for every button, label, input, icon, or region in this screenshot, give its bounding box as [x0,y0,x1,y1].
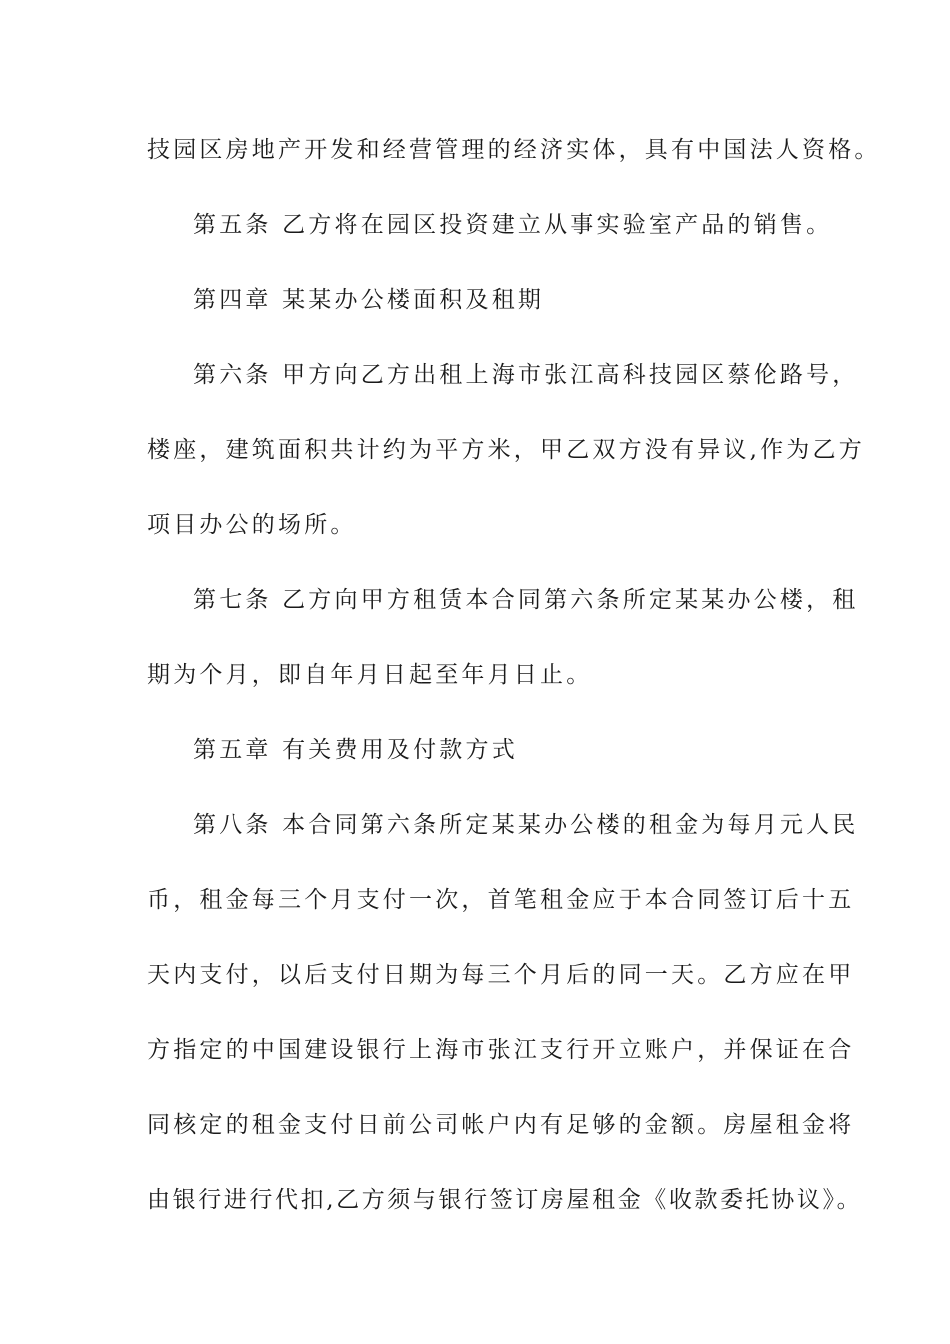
chapter-4-heading: 第四章 某某办公楼面积及租期 [193,287,545,313]
paragraph-line: 同核定的租金支付日前公司帐户内有足够的金额。房屋租金将 [147,1112,855,1138]
article-6-line: 第六条 甲方向乙方出租上海市张江高科技园区蔡伦路号， [193,362,859,388]
paragraph-line: 由银行进行代扣,乙方须与银行签订房屋租金《收款委托协议》。 [147,1187,863,1213]
paragraph-line: 楼座，建筑面积共计约为平方米，甲乙双方没有异议,作为乙方 [147,437,865,463]
paragraph-line: 方指定的中国建设银行上海市张江支行开立账户，并保证在合 [147,1037,855,1063]
paragraph-line: 币，租金每三个月支付一次，首笔租金应于本合同签订后十五 [147,887,855,913]
chapter-5-heading: 第五章 有关费用及付款方式 [193,737,518,763]
paragraph-line: 期为个月，即自年月日起至年月日止。 [147,662,593,688]
paragraph-line: 天内支付，以后支付日期为每三个月后的同一天。乙方应在甲 [147,962,855,988]
article-8-line: 第八条 本合同第六条所定某某办公楼的租金为每月元人民 [193,812,859,838]
paragraph-line: 技园区房地产开发和经营管理的经济实体，具有中国法人资格。 [147,137,881,163]
paragraph-line: 项目办公的场所。 [147,512,357,538]
article-5-line: 第五条 乙方将在园区投资建立从事实验室产品的销售。 [193,212,833,238]
article-7-line: 第七条 乙方向甲方租赁本合同第六条所定某某办公楼，租 [193,587,859,613]
